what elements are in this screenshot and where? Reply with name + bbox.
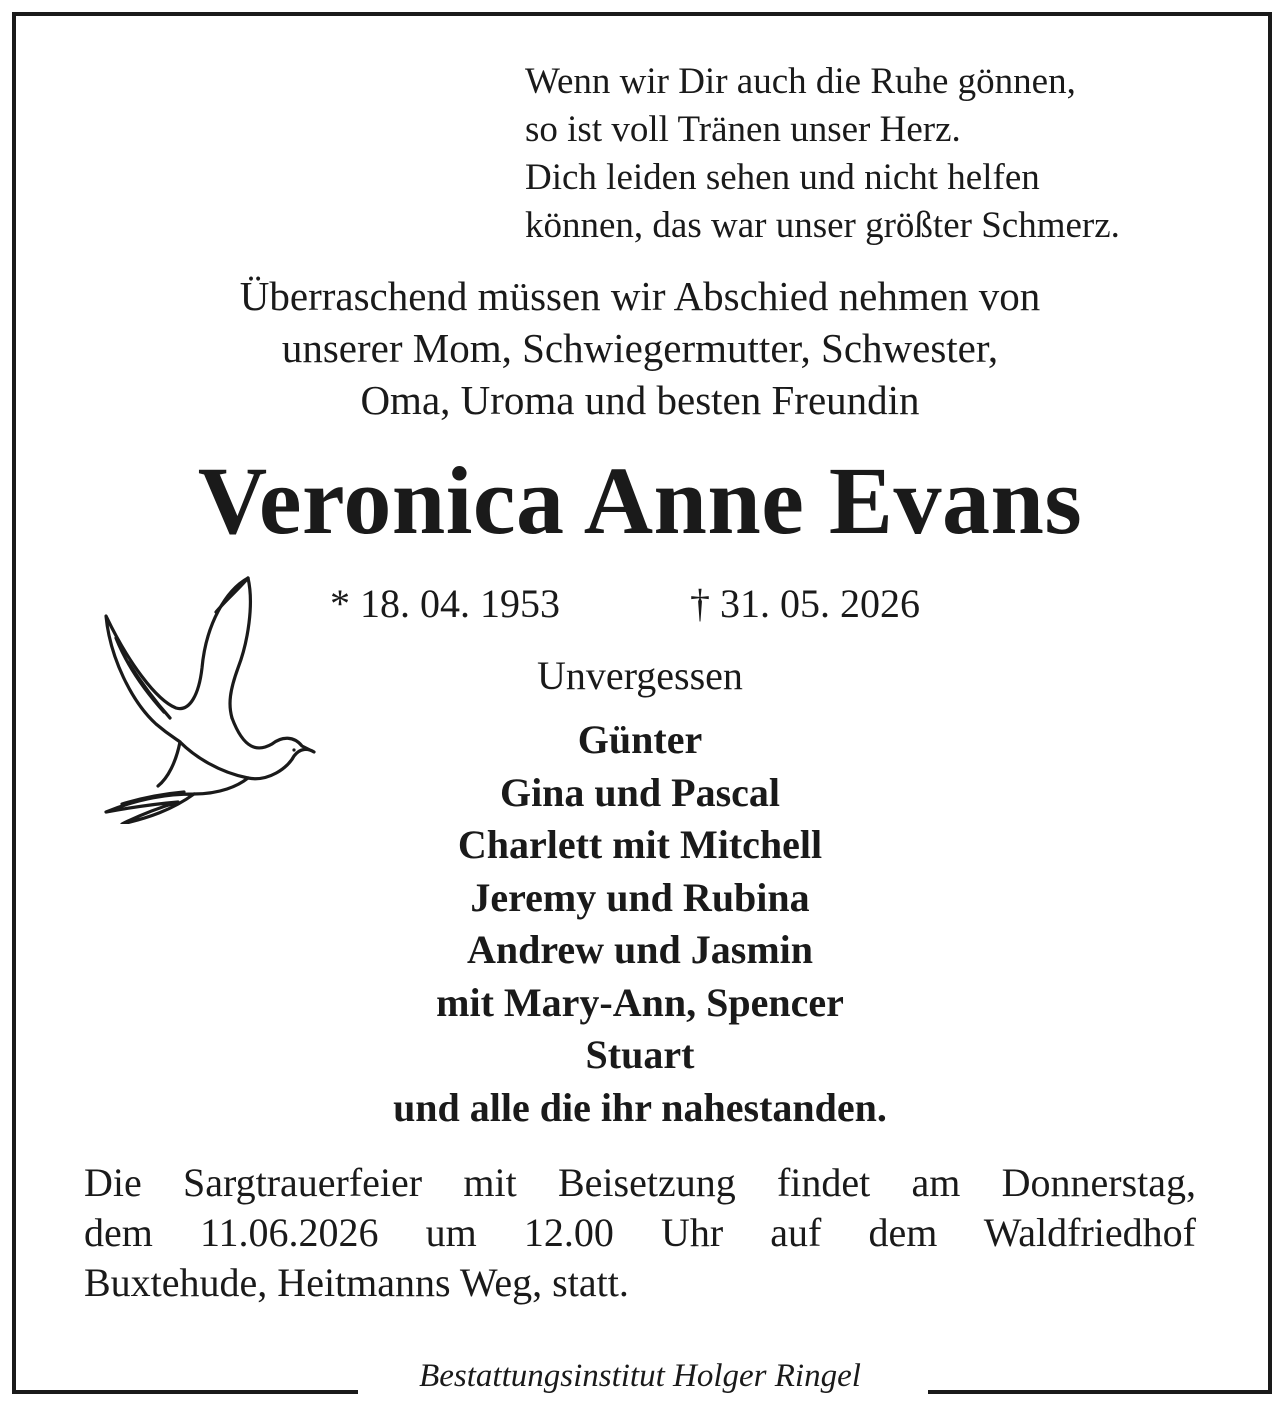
deceased-name: Veronica Anne Evans bbox=[197, 447, 1083, 554]
family-line: mit Mary-Ann, Spencer bbox=[436, 979, 844, 1025]
poem bbox=[525, 58, 1120, 250]
service-line: Die Sargtrauerfeier mit Beisetzung findet am Donnerstag, bbox=[84, 1160, 1196, 1205]
birth-date: * 18. 04. 1953 bbox=[330, 581, 560, 626]
service-line: dem 11.06.2026 um 12.00 Uhr auf dem Waldfriedhof bbox=[84, 1210, 1196, 1255]
intro-line: Oma, Uroma und besten Freundin bbox=[360, 377, 920, 423]
death-date: † 31. 05. 2026 bbox=[690, 581, 920, 626]
poem-line: so ist voll Tränen unser Herz. bbox=[525, 109, 961, 150]
intro-line: Überraschend müssen wir Abschied nehmen von bbox=[239, 273, 1041, 319]
family-line: Andrew und Jasmin bbox=[466, 927, 814, 972]
funeral-home-name: Bestattungsinstitut Holger Ringel bbox=[413, 1358, 867, 1394]
service-info bbox=[84, 1158, 1196, 1308]
poem-line: Wenn wir Dir auch die Ruhe gönnen, bbox=[525, 61, 1076, 102]
service-line: Buxtehude, Heitmanns Weg, statt. bbox=[84, 1260, 629, 1305]
funeral-home bbox=[0, 1356, 1280, 1396]
remembrance-text: Unvergessen bbox=[537, 653, 743, 698]
family-line: Charlett mit Mitchell bbox=[457, 822, 823, 867]
intro-line: unserer Mom, Schwiegermutter, Schwester, bbox=[281, 325, 999, 371]
family-line: und alle die ihr nahestanden. bbox=[393, 1084, 887, 1130]
intro-text bbox=[0, 270, 1280, 426]
family-line: Günter bbox=[577, 717, 703, 762]
poem-line: können, das war unser größter Schmerz. bbox=[525, 205, 1120, 246]
family-list bbox=[0, 714, 1280, 1134]
family-line: Stuart bbox=[585, 1032, 695, 1077]
poem-line: Dich leiden sehen und nicht helfen bbox=[525, 157, 1040, 198]
family-line: Jeremy und Rubina bbox=[470, 874, 810, 920]
family-line: Gina und Pascal bbox=[499, 769, 781, 815]
